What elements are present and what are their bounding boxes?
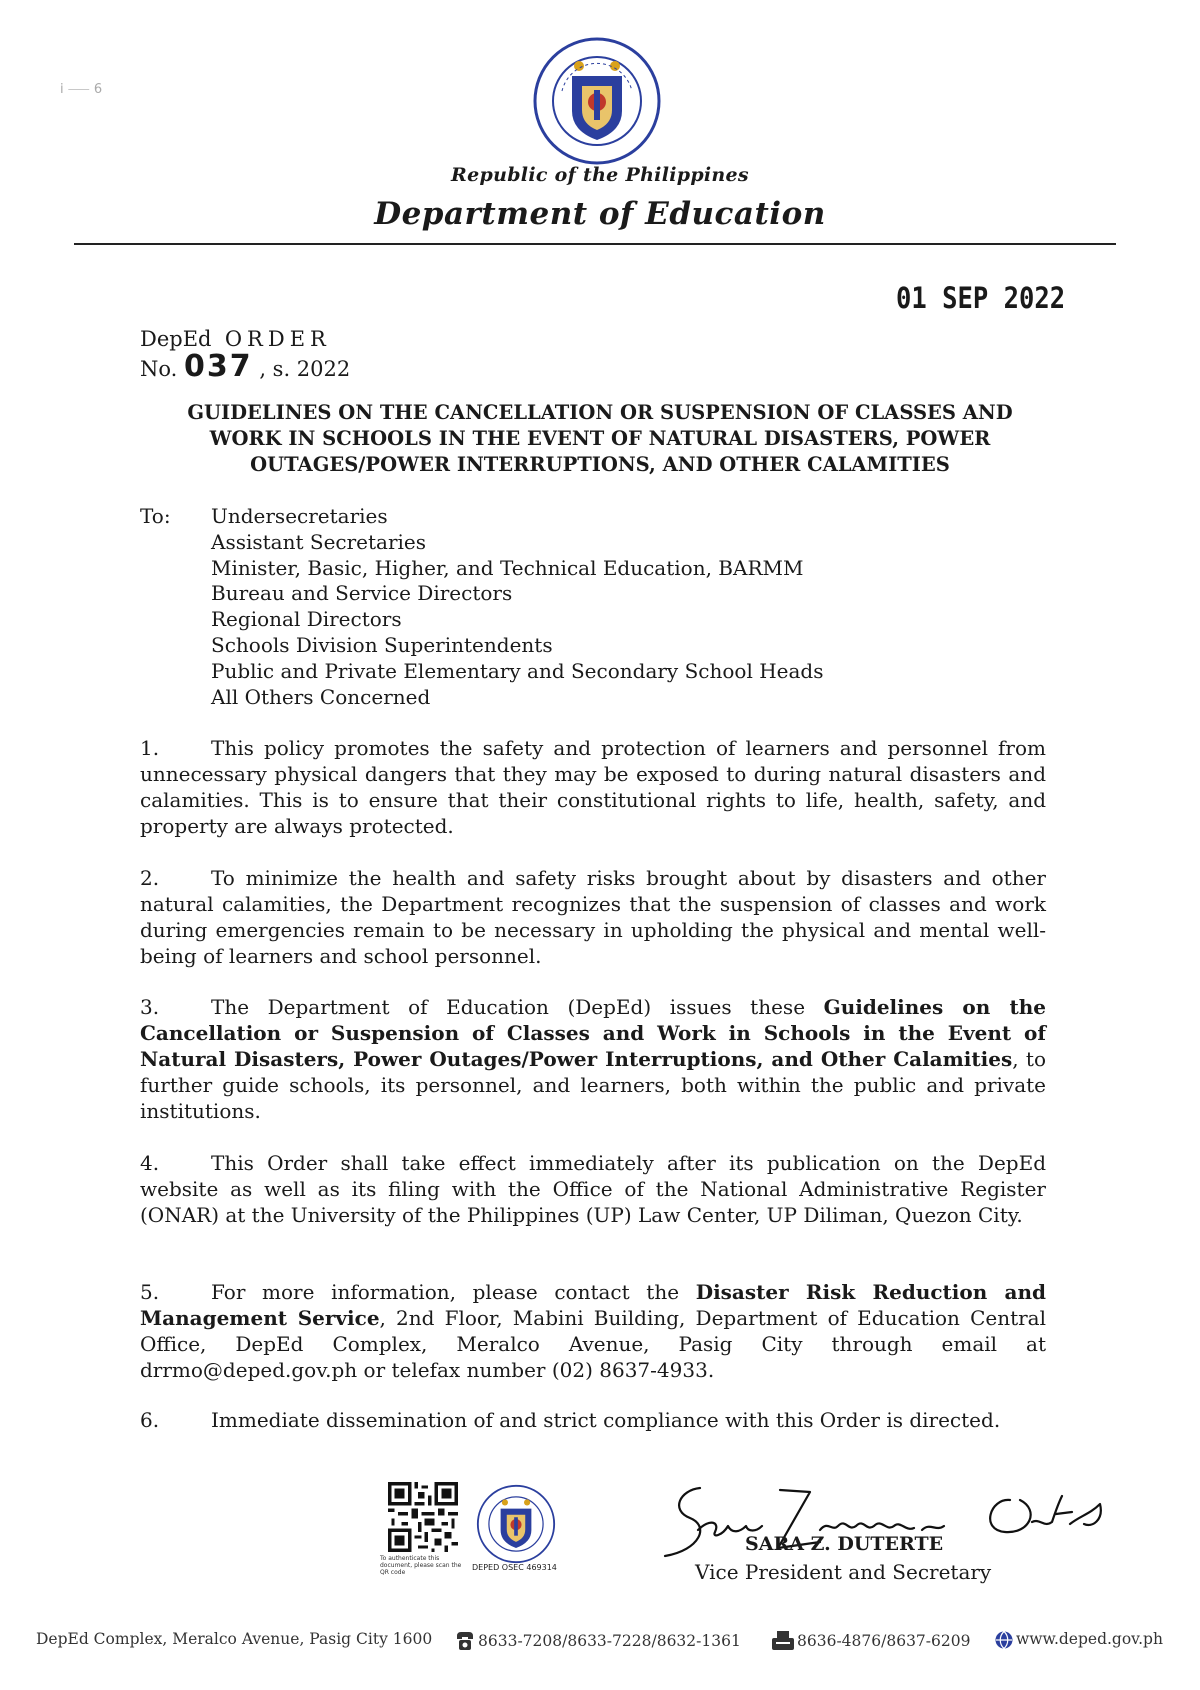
paragraph-text: To minimize the health and safety risks brought about by disasters and other natural calamities, the Department recognizes that the suspension of classes and work during emergencies remain to be necessary in upholding the physical and mental well-being of learners and school personnel. <box>140 866 1046 968</box>
paragraph-text-post: , 2nd Floor, Mabini Building, Department of Education Central Office, DepEd Complex, Meralco Avenue, Pasig City through email at drrmo@deped.gov.ph or telefax number (02) 8637-4933. <box>140 1306 1047 1382</box>
department-heading: Department of Education <box>374 196 826 232</box>
paragraph-2 <box>140 865 1046 969</box>
signatory-name: SARA Z. DUTERTE <box>745 1533 944 1555</box>
order-series: , s. 2022 <box>259 357 351 381</box>
paragraph-number: 6. <box>140 1408 160 1432</box>
order-label: DepEd <box>140 327 212 351</box>
footer-website-link[interactable]: www.deped.gov.ph <box>1016 1630 1163 1648</box>
footer-fax <box>771 1630 970 1652</box>
paragraph-text-post: , to further guide schools, its personnel, and learners, both within the public and private institutions. <box>140 1047 1046 1123</box>
recipient-item: All Others Concerned <box>211 684 431 709</box>
recipient-item: Undersecretaries <box>211 504 388 528</box>
reference-code: DEPED OSEC 469314 <box>472 1563 557 1572</box>
paragraph-text: This Order shall take effect immediately after its publication on the DepEd website as well as its filing with the Office of the National Administrative Register (ONAR) at the University of the Philippines (UP) Law Center, UP Diliman, Quezon City. <box>140 1151 1046 1227</box>
republic-heading: Republic of the Philippines <box>451 164 749 186</box>
page-footer <box>36 1630 1166 1654</box>
paragraph-text-pre: The Department of Education (DepEd) issues these <box>211 995 824 1019</box>
fax-icon <box>771 1630 795 1652</box>
deped-seal-icon <box>532 36 662 166</box>
footer-website[interactable] <box>994 1630 1163 1650</box>
order-no-label: No. <box>140 357 178 381</box>
title-line: OUTAGES/POWER INTERRUPTIONS, AND OTHER CALAMITIES <box>250 453 950 476</box>
recipient-item: Bureau and Service Directors <box>211 581 513 606</box>
paragraph-text-pre: For more information, please contact the <box>211 1280 696 1304</box>
paragraph-number: 2. <box>140 866 160 890</box>
order-number: 037 <box>184 349 253 384</box>
paragraph-text: This policy promotes the safety and protection of learners and personnel from unnecessary physical dangers that they may be exposed to during natural disasters and calamities. This is to ensure that their constitutional rights to life, health, safety, and property are always protected. <box>140 736 1046 838</box>
deped-seal-small-icon <box>476 1484 556 1564</box>
title-line: GUIDELINES ON THE CANCELLATION OR SUSPENSION OF CLASSES AND <box>187 401 1013 424</box>
paragraph-number: 4. <box>140 1151 160 1175</box>
order-heading <box>140 325 350 383</box>
order-date: 01 SEP 2022 <box>895 281 1065 315</box>
paragraph-number: 1. <box>140 736 160 760</box>
order-type: ORDER <box>224 327 331 351</box>
paragraph-3 <box>140 994 1046 1124</box>
paragraph-text-bold: Disaster Risk Reduction and Management Service <box>140 1280 1046 1330</box>
footer-phone-number: 8633-7208/8633-7228/8632-1361 <box>478 1632 741 1650</box>
globe-icon <box>994 1630 1014 1650</box>
phone-icon <box>454 1630 476 1652</box>
paragraph-4 <box>140 1150 1046 1228</box>
paragraph-text: Immediate dissemination of and strict compliance with this Order is directed. <box>211 1408 1001 1432</box>
to-label: To: <box>140 504 171 528</box>
footer-phone <box>454 1630 741 1652</box>
order-number-line <box>140 349 351 384</box>
qr-code-icon[interactable] <box>388 1482 458 1552</box>
paragraph-text-bold: Guidelines on the Cancellation or Suspension of Classes and Work in Schools in the Event of Natural Disasters, Power Outages/Power Interruptions, and Other Calamities <box>140 995 1046 1071</box>
paragraph-1 <box>140 735 1046 839</box>
paragraph-6 <box>140 1407 1046 1433</box>
footer-fax-number: 8636-4876/8637-6209 <box>797 1632 971 1650</box>
title-line: WORK IN SCHOOLS IN THE EVENT OF NATURAL DISASTERS, POWER <box>209 427 991 450</box>
scan-mark: ⅰ ⸺ 6 <box>60 82 103 97</box>
recipient-item: Schools Division Superintendents <box>211 632 553 657</box>
header-divider <box>74 243 1116 245</box>
recipient-item: Assistant Secretaries <box>211 529 427 554</box>
qr-caption: To authenticate this document, please scan the QR code <box>380 1555 462 1576</box>
signatory-title: Vice President and Secretary <box>695 1560 992 1584</box>
paragraph-5 <box>140 1279 1046 1383</box>
recipient-list <box>211 504 823 710</box>
order-title <box>140 400 1060 478</box>
paragraph-number: 5. <box>140 1280 160 1304</box>
paragraph-number: 3. <box>140 995 160 1019</box>
recipient-item: Regional Directors <box>211 607 402 632</box>
recipient-item: Minister, Basic, Higher, and Technical Education, BARMM <box>211 555 804 580</box>
footer-address: DepEd Complex, Meralco Avenue, Pasig City 1600 <box>36 1630 433 1648</box>
recipient-item: Public and Private Elementary and Secondary School Heads <box>211 658 824 683</box>
